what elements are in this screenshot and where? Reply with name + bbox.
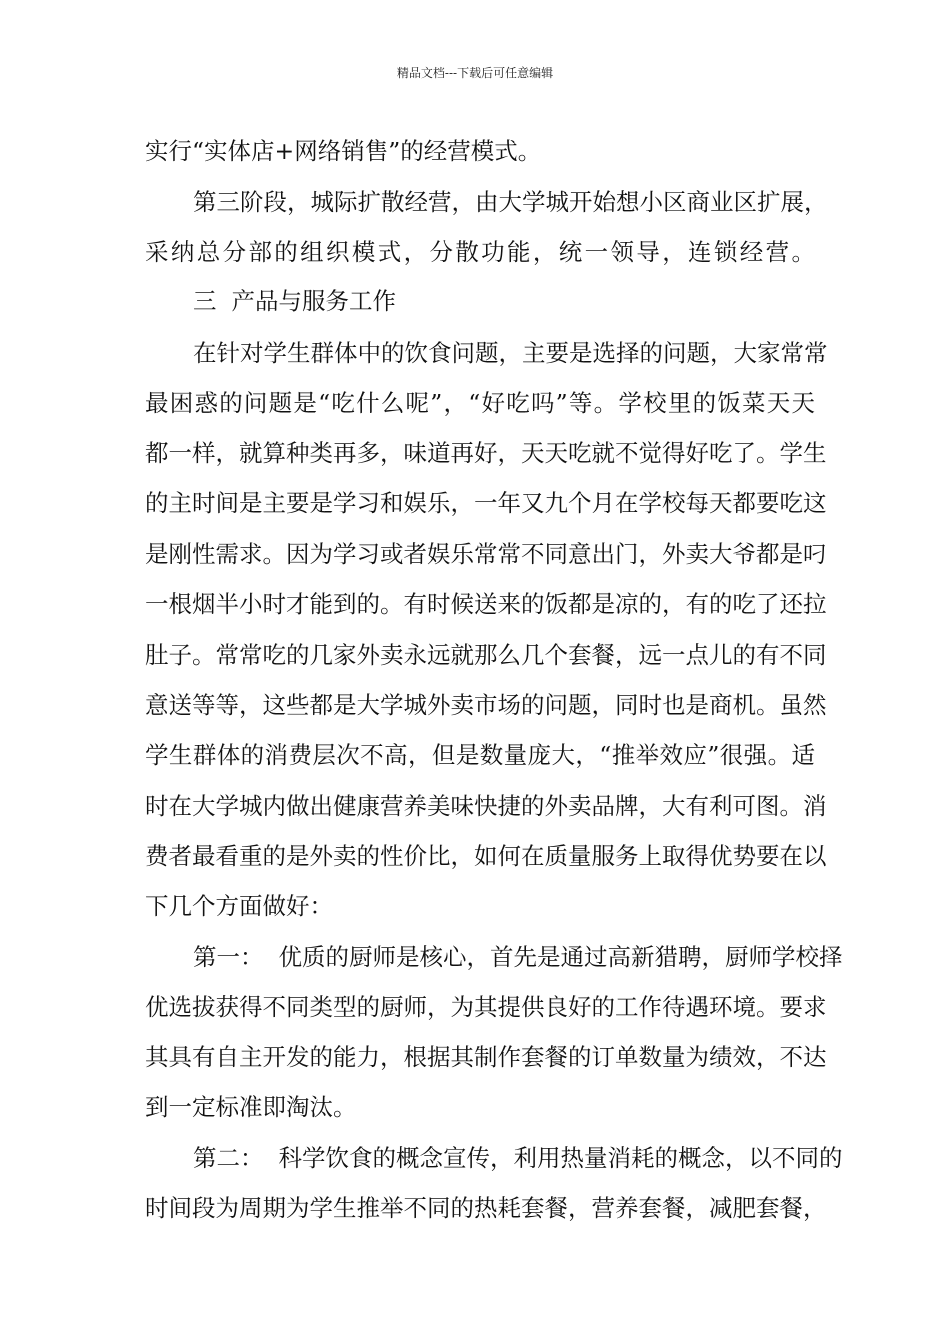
text-line: 第一： 优质的厨师是核心，首先是通过高新猎聘，厨师学校择 (193, 943, 843, 971)
text-line: 是刚性需求。因为学习或者娱乐常常不同意出门，外卖大爷都是叼 (145, 540, 827, 568)
text-line: 意送等等，这些都是大学城外卖市场的问题，同时也是商机。虽然 (145, 691, 827, 719)
text-line: 的主时间是主要是学习和娱乐，一年又九个月在学校每天都要吃这 (145, 489, 827, 517)
text-line: 实行“实体店+网络销售”的经营模式。 (145, 137, 542, 165)
text-line: 最困惑的问题是“吃什么呢”，“好吃吗”等。学校里的饭菜天天 (145, 389, 815, 417)
text-line: 都一样，就算种类再多，味道再好，天天吃就不觉得好吃了。学生 (145, 439, 827, 467)
text-line: 费者最看重的是外卖的性价比，如何在质量服务上取得优势要在以 (145, 842, 827, 870)
text-line: 到一定标准即淘汰。 (145, 1093, 357, 1121)
text-line: 采纳总分部的组织模式，分散功能，统一领导，连锁经营。 (145, 238, 815, 266)
text-line: 学生群体的消费层次不高，但是数量庞大，“推举效应”很强。适 (145, 741, 815, 769)
section-heading: 三 产品与服务工作 (193, 287, 396, 315)
text-line: 第三阶段，城际扩散经营，由大学城开始想小区商业区扩展， (193, 188, 828, 216)
text-line: 下几个方面做好： (145, 892, 333, 920)
page-header: 精品文档---下载后可任意编辑 (396, 66, 554, 80)
text-line: 其具有自主开发的能力，根据其制作套餐的订单数量为绩效，不达 (145, 1043, 827, 1071)
text-line: 肚子。常常吃的几家外卖永远就那么几个套餐，远一点儿的有不同 (145, 641, 827, 669)
text-line: 在针对学生群体中的饮食问题，主要是选择的问题，大家常常 (193, 339, 828, 367)
text-line: 时在大学城内做出健康营养美味快捷的外卖品牌，大有利可图。消 (145, 792, 827, 820)
text-line: 一根烟半小时才能到的。有时候送来的饭都是凉的，有的吃了还拉 (145, 590, 827, 618)
text-line: 时间段为周期为学生推举不同的热耗套餐，营养套餐，减肥套餐， (145, 1194, 827, 1222)
text-line: 第二： 科学饮食的概念宣传，利用热量消耗的概念，以不同的 (193, 1144, 843, 1172)
text-line: 优选拔获得不同类型的厨师，为其提供良好的工作待遇环境。要求 (145, 993, 827, 1021)
